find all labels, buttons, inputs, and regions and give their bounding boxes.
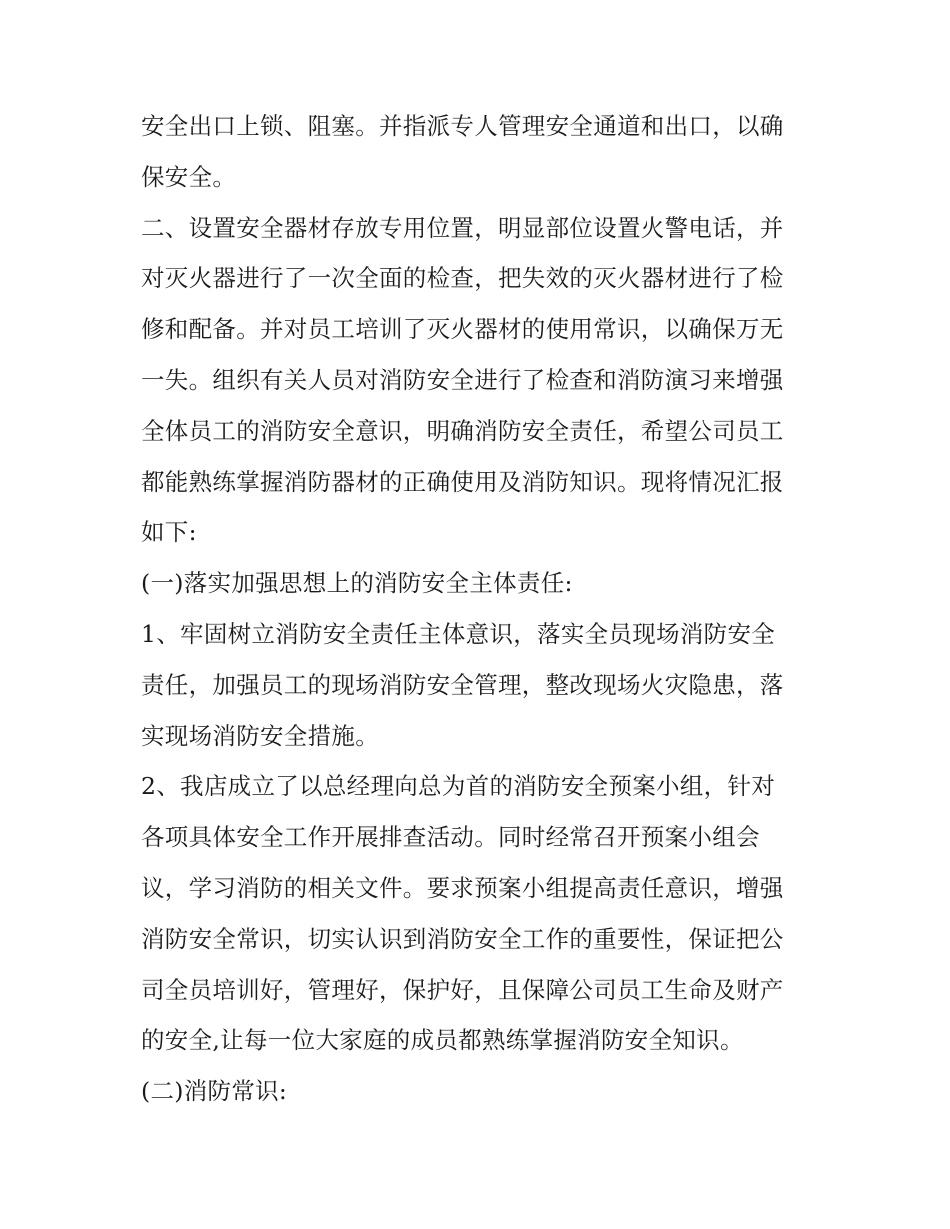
text-line: 二、设置安全器材存放专用位置，明显部位设置火警电话，并 bbox=[141, 213, 784, 242]
section-heading: (一)落实加强思想上的消防安全主体责任: bbox=[141, 569, 573, 598]
text-line: 实现场消防安全措施。 bbox=[141, 721, 379, 750]
text-line: 消防安全常识，切实认识到消防安全工作的重要性，保证把公 bbox=[141, 924, 784, 953]
section-heading: (二)消防常识: bbox=[141, 1077, 288, 1106]
text-line: 都能熟练掌握消防器材的正确使用及消防知识。现将情况汇报 bbox=[141, 467, 784, 496]
text-line: 全体员工的消防安全意识，明确消防安全责任，希望公司员工 bbox=[141, 416, 784, 445]
text-line: 1、牢固树立消防安全责任主体意识，落实全员现场消防安全 bbox=[141, 619, 776, 648]
text-line: 对灭火器进行了一次全面的检查，把失效的灭火器材进行了检 bbox=[141, 264, 784, 293]
document-body bbox=[141, 101, 817, 1117]
text-line: 议，学习消防的相关文件。要求预案小组提高责任意识，增强 bbox=[141, 873, 784, 902]
text-line: 司全员培训好，管理好，保护好，且保障公司员工生命及财产 bbox=[141, 975, 784, 1004]
text-line: 修和配备。并对员工培训了灭火器材的使用常识，以确保万无 bbox=[141, 315, 784, 344]
text-line: 保安全。 bbox=[141, 162, 237, 191]
text-line: 安全出口上锁、阻塞。并指派专人管理安全通道和出口，以确 bbox=[141, 112, 784, 140]
text-line: 各项具体安全工作开展排查活动。同时经常召开预案小组会 bbox=[141, 823, 760, 852]
text-line: 2、我店成立了以总经理向总为首的消防安全预案小组，针对 bbox=[141, 772, 776, 801]
text-line: 一失。组织有关人员对消防安全进行了检查和消防演习来增强 bbox=[141, 365, 784, 394]
text-line: 责任，加强员工的现场消防安全管理，整改现场火灾隐患，落 bbox=[141, 670, 784, 699]
text-line: 的安全,让每一位大家庭的成员都熟练掌握消防安全知识。 bbox=[141, 1026, 744, 1055]
text-line: 如下: bbox=[141, 518, 197, 547]
